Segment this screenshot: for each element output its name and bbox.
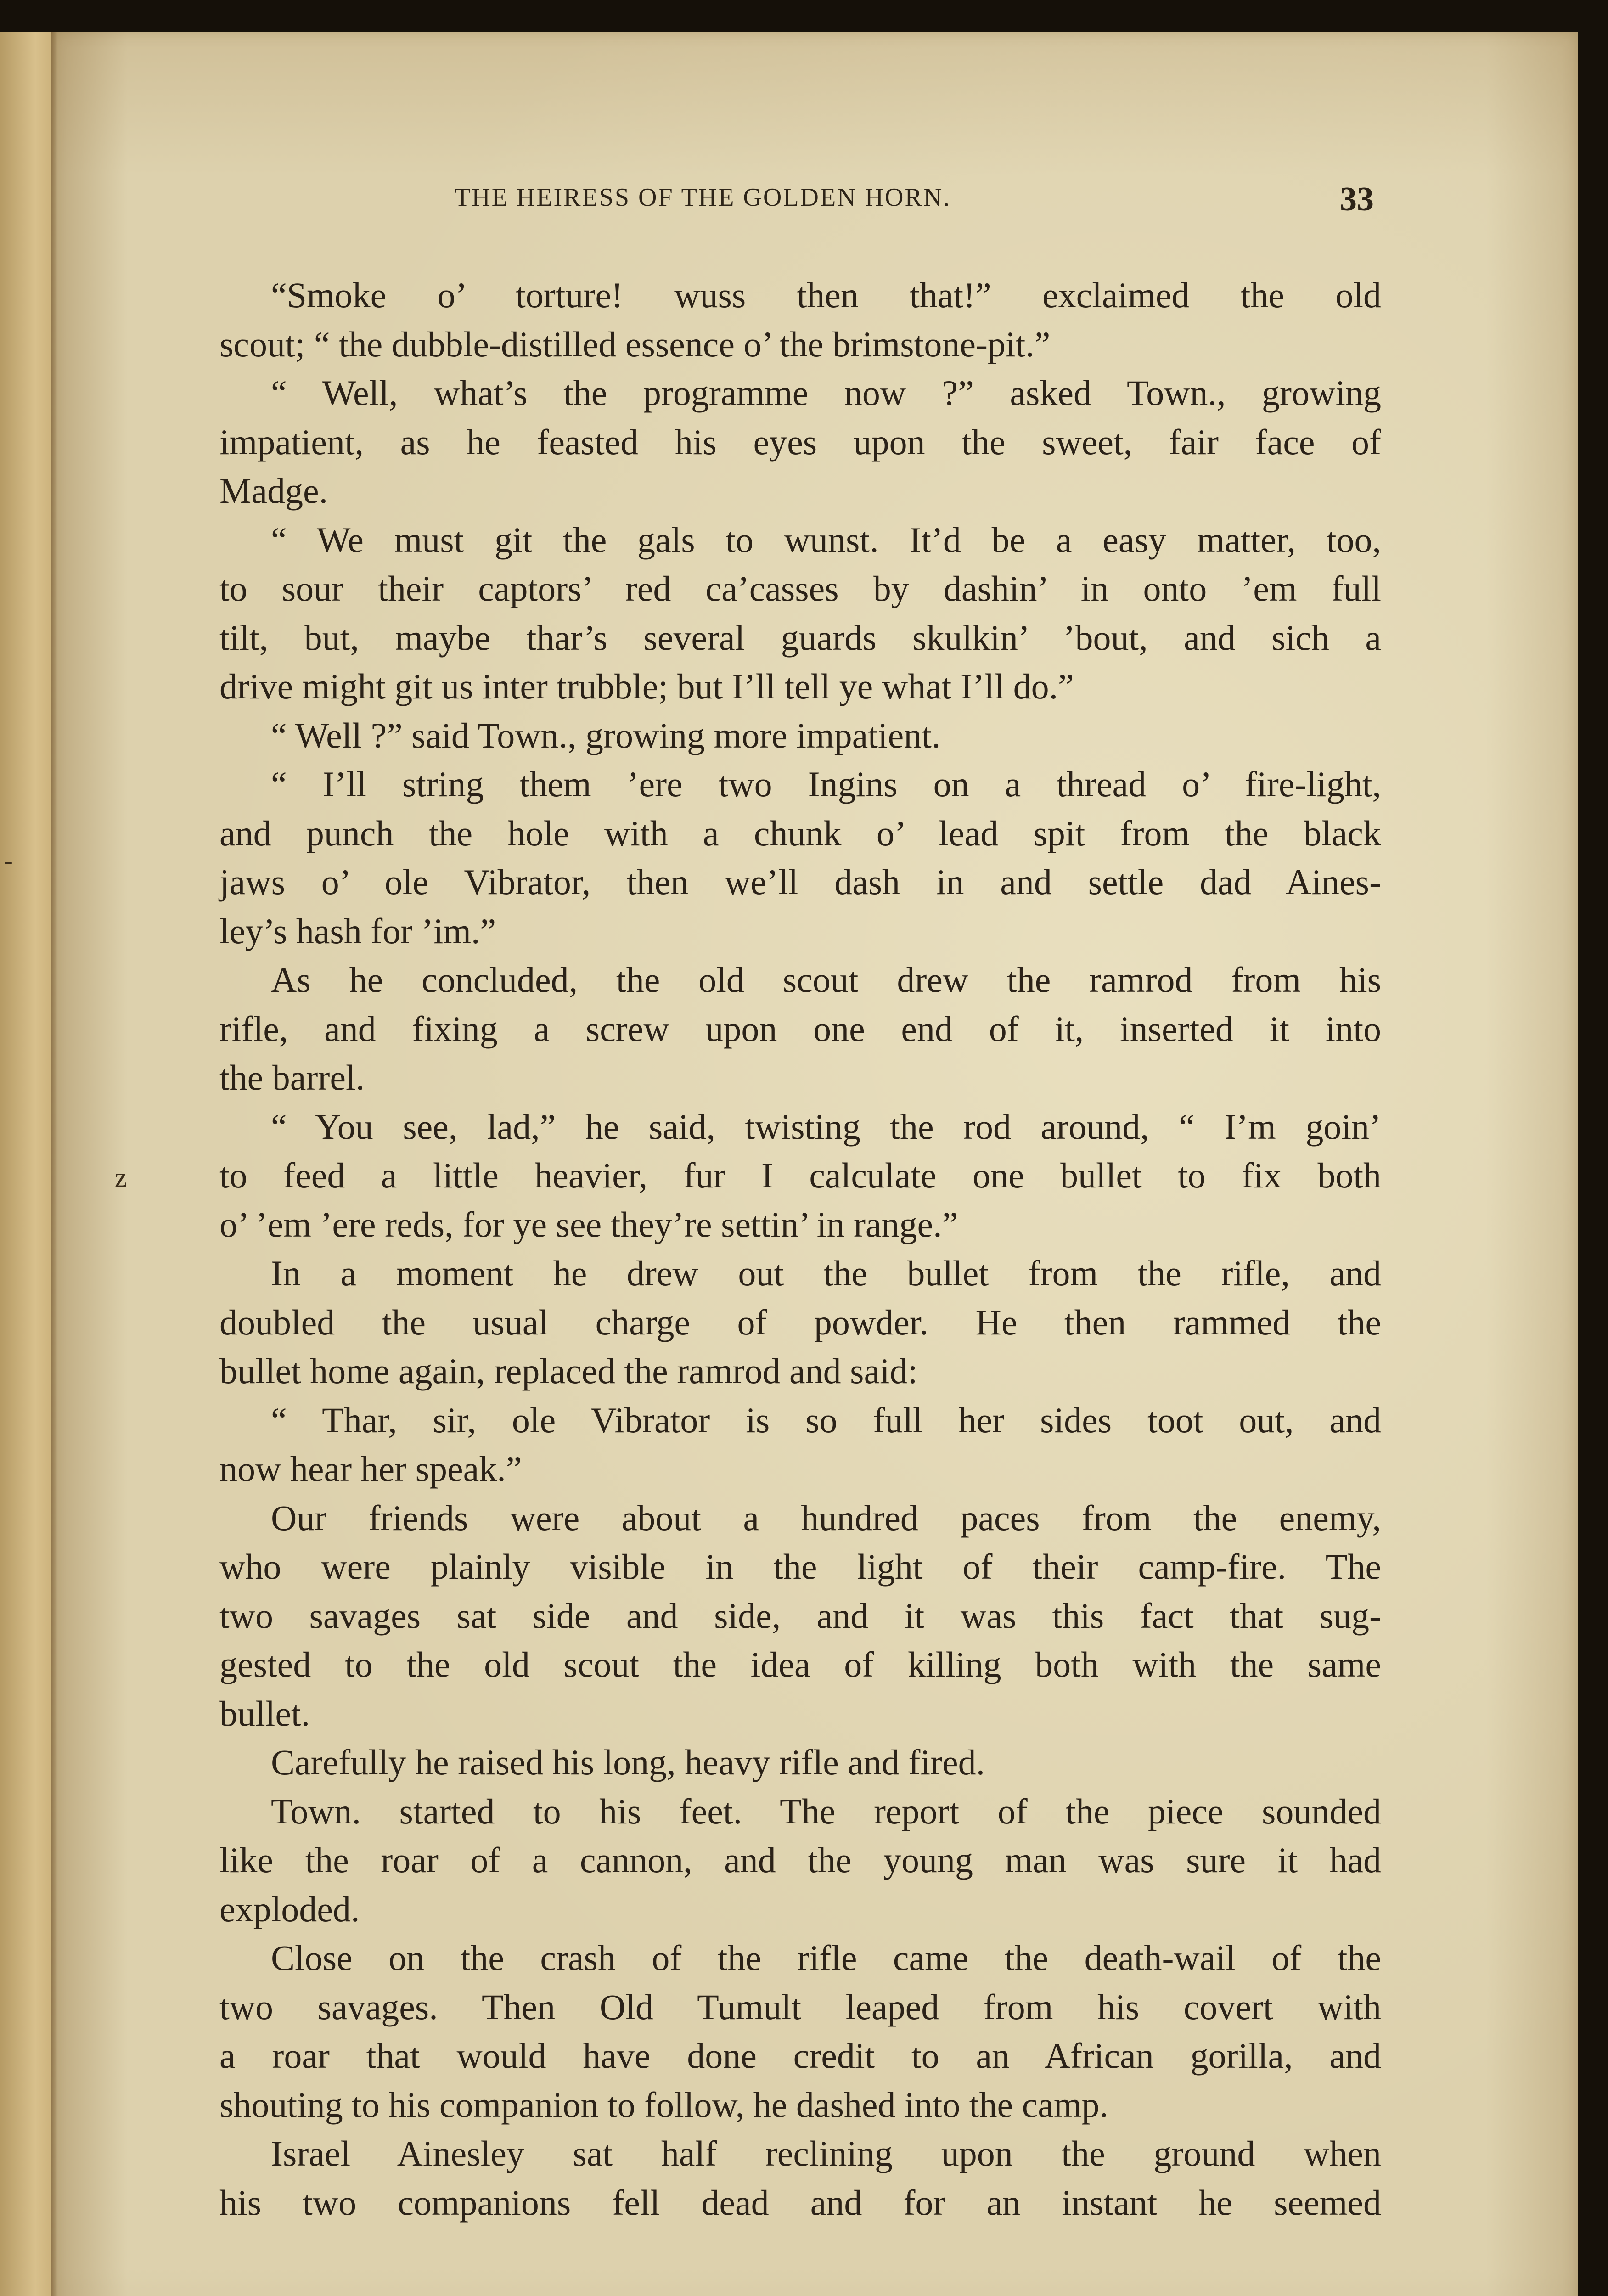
page-gutter bbox=[51, 32, 58, 2296]
text-line: Israel Ainesley sat half reclining upon the ground when bbox=[271, 2133, 1381, 2173]
text-line: like the roar of a cannon, and the young man was sure it had bbox=[219, 1840, 1381, 1880]
text-line: a roar that would have done credit to an African gorilla, and bbox=[219, 2036, 1381, 2076]
text-line: exploded. bbox=[219, 1889, 360, 1929]
text-line: his two companions fell dead and for an instant he seemed bbox=[219, 2182, 1381, 2223]
text-line: now hear her speak.” bbox=[219, 1449, 522, 1489]
text-line: the barrel. bbox=[219, 1058, 365, 1097]
text-line: In a moment he drew out the bullet from the rifle, and bbox=[271, 1253, 1381, 1293]
running-head: THE HEIRESS OF THE GOLDEN HORN. bbox=[455, 183, 951, 212]
text-line: bullet. bbox=[219, 1693, 310, 1733]
text-line: “ We must git the gals to wunst. It’d be a easy matter, too, bbox=[271, 519, 1381, 560]
text-line: “ I’ll string them ’ere two Ingins on a thread o’ fire-light, bbox=[271, 764, 1381, 804]
text-line: shouting to his companion to follow, he dashed into the camp. bbox=[219, 2084, 1108, 2125]
text-line: to sour their captors’ red ca’casses by dashin’ in onto ’em full bbox=[219, 568, 1381, 608]
text-line: “ You see, lad,” he said, twisting the rod around, “ I’m goin’ bbox=[271, 1106, 1381, 1147]
text-line: “Smoke o’ torture! wuss then that!” exclaimed the old bbox=[271, 275, 1381, 315]
text-line: Town. started to his feet. The report of the piece sounded bbox=[271, 1791, 1381, 1831]
text-line: Carefully he raised his long, heavy rifle and fired. bbox=[271, 1742, 985, 1782]
body-text bbox=[219, 271, 1381, 2227]
text-line: jaws o’ ole Vibrator, then we’ll dash in and settle dad Aines- bbox=[219, 862, 1381, 902]
text-line: o’ ’em ’ere reds, for ye see they’re settin’ in range.” bbox=[219, 1204, 958, 1244]
text-line: tilt, but, maybe thar’s several guards skulkin’ ’bout, and sich a bbox=[219, 617, 1381, 658]
text-line: Our friends were about a hundred paces from the enemy, bbox=[271, 1497, 1381, 1538]
margin-mark: z bbox=[115, 1162, 127, 1193]
text-line: Madge. bbox=[219, 471, 328, 511]
text-line: bullet home again, replaced the ramrod and said: bbox=[219, 1351, 918, 1391]
text-line: “ Well ?” said Town., growing more impatient. bbox=[271, 715, 941, 755]
margin-mark: ‐ bbox=[4, 845, 13, 876]
text-line: to feed a little heavier, fur I calculate one bullet to fix both bbox=[219, 1155, 1381, 1195]
text-line: doubled the usual charge of powder. He then rammed the bbox=[219, 1302, 1381, 1342]
text-line: rifle, and fixing a screw upon one end of it, inserted it into bbox=[219, 1008, 1381, 1049]
text-line: ley’s hash for ’im.” bbox=[219, 911, 496, 951]
text-line: gested to the old scout the idea of killing both with the same bbox=[219, 1644, 1381, 1684]
text-line: As he concluded, the old scout drew the ramrod from his bbox=[271, 960, 1381, 1000]
text-line: drive might git us inter trubble; but I’ll tell ye what I’ll do.” bbox=[219, 666, 1074, 706]
text-line: “ Well, what’s the programme now ?” asked Town., growing bbox=[271, 373, 1381, 413]
text-line: who were plainly visible in the light of their camp-fire. The bbox=[219, 1547, 1381, 1587]
text-line: impatient, as he feasted his eyes upon the sweet, fair face of bbox=[219, 422, 1381, 462]
text-line: “ Thar, sir, ole Vibrator is so full her sides toot out, and bbox=[271, 1400, 1381, 1440]
page-number: 33 bbox=[1340, 180, 1374, 218]
text-line: scout; “ the dubble-distilled essence o’ the brimstone-pit.” bbox=[219, 324, 1051, 364]
text-line: Close on the crash of the rifle came the death-wail of the bbox=[271, 1938, 1381, 1978]
text-line: two savages. Then Old Tumult leaped from his covert with bbox=[219, 1986, 1381, 2027]
text-line: and punch the hole with a chunk o’ lead spit from the black bbox=[219, 813, 1381, 853]
text-line: two savages sat side and side, and it was this fact that sug- bbox=[219, 1595, 1381, 1636]
